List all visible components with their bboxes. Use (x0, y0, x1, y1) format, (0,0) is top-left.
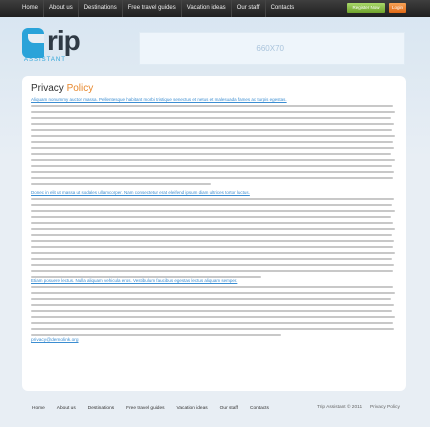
footer-item-vacation-ideas[interactable]: Vacation ideas (176, 405, 208, 411)
footer-item-about-us[interactable]: About us (56, 405, 76, 411)
section-body-text (31, 103, 397, 187)
register-button[interactable]: Register Now (347, 3, 385, 13)
banner-placeholder[interactable]: 660X70 (139, 32, 405, 65)
policy-section-1 (31, 97, 397, 187)
section-body-text (31, 196, 397, 280)
nav-item-free-travel-guides[interactable]: Free travel guides (123, 0, 182, 17)
footer-item-contacts[interactable]: Contacts (249, 405, 269, 411)
section-lead-link[interactable]: Etiam posuere lectus. Nulla aliquam vehicula eros. Vestibulum faucibus egestas lectus aliquam semper. (31, 278, 238, 283)
login-button[interactable]: Login (389, 3, 406, 13)
footer-menu (0, 406, 275, 411)
nav-item-our-staff[interactable]: Our staff (232, 0, 266, 17)
footer-item-free-travel-guides[interactable]: Free travel guides (126, 405, 165, 411)
footer-item-our-staff[interactable]: Our staff (219, 405, 238, 411)
footer-item-destinations[interactable]: Destinations (87, 405, 115, 411)
policy-section-3 (31, 278, 397, 338)
footer-copyright: Trip Assistant © 2011 (317, 405, 363, 410)
nav-item-vacation-ideas[interactable]: Vacation ideas (182, 0, 232, 17)
main-content (22, 76, 406, 391)
top-menu (0, 0, 299, 17)
nav-item-about-us[interactable]: About us (44, 0, 79, 17)
top-navigation (0, 0, 430, 17)
logo-subtitle: ASSISTANT (24, 57, 66, 63)
section-lead-link[interactable]: Donec in elit ut massa ut sodales ullamcorper. Nam consectetur erat eleifend ipsum diam ultrices tortor luctus. (31, 190, 250, 195)
logo-text[interactable]: rip (47, 25, 80, 56)
nav-item-contacts[interactable]: Contacts (270, 5, 295, 11)
section-body-text (31, 284, 397, 338)
footer (0, 398, 430, 418)
footer-privacy-policy-link[interactable]: Privacy Policy (370, 405, 400, 410)
page-title-accent: Policy (66, 83, 94, 94)
privacy-email-link[interactable]: privacy@demolink.org (31, 338, 79, 343)
footer-item-home[interactable]: Home (32, 405, 45, 411)
page-title-main: Privacy (31, 83, 67, 94)
page-title (31, 83, 93, 94)
policy-section-2 (31, 190, 397, 280)
nav-item-destinations[interactable]: Destinations (79, 0, 123, 17)
logo-t-mark[interactable] (22, 28, 44, 58)
nav-item-home[interactable]: Home (0, 0, 44, 17)
section-lead-link[interactable]: Aliquam nonummy auctor massa. Pellentesque habitant morbi tristique senectus et netus et malesuada fames ac turpis egestas. (31, 97, 287, 102)
